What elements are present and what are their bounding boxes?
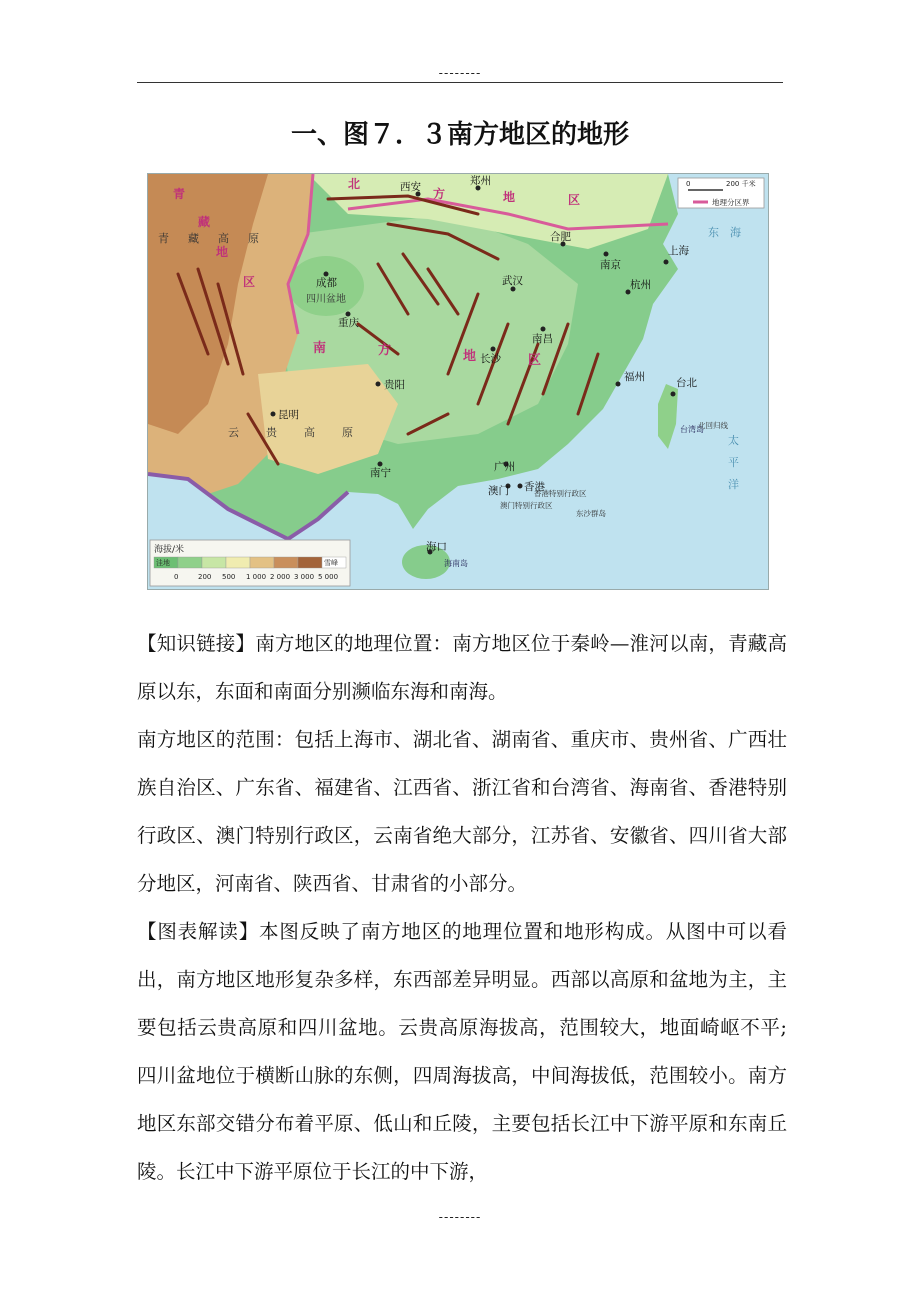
elevation-tick: 5 000 — [318, 573, 339, 581]
paragraph-text: 本图反映了南方地区的地理位置和地形构成。从图中可以看出，南方地区地形复杂多样，东西部差异明显。西部以高原和盆地为主，主要包括云贵高原和四川盆地。云贵高原海拔高，范围较大，地面崎岖不平; 四川盆地位于横断山脉的东侧，四周海拔高，中间海拔低，范围较小。南方地区东部交错分布着平原、低山和丘陵，主要包括长江中下游平原和东南丘陵。长江中下游平原位于长江的中下游， — [137, 920, 787, 1183]
sea-label: 洋 — [728, 478, 739, 491]
city-label: 上海 — [668, 245, 689, 257]
elevation-swatch — [274, 557, 298, 568]
elevation-legend-title: 海拔/米 — [154, 545, 185, 555]
header-dashes: -------- — [438, 66, 482, 80]
city-label: 南昌 — [532, 333, 553, 345]
paragraph-prefix: 【知识链接】 — [137, 632, 256, 655]
paragraph-knowledge-link — [137, 620, 787, 716]
region-label-qingzang: 藏 — [198, 215, 211, 229]
elevation-tick: 1 000 — [246, 573, 267, 581]
elevation-swatch — [298, 557, 322, 568]
elevation-tick: 2 000 — [270, 573, 291, 581]
elevation-tick: 0 — [174, 573, 179, 581]
city-label: 贵阳 — [384, 379, 405, 391]
elevation-tick: 200 — [198, 573, 212, 581]
region-label-north: 方 — [433, 187, 446, 201]
city-label: 郑州 — [470, 175, 491, 187]
body-text — [137, 620, 787, 1196]
elevation-ticks — [174, 573, 338, 581]
city-label: 重庆 — [338, 317, 359, 329]
small-label: 东沙群岛 — [576, 509, 606, 518]
landform-label: 四川盆地 — [306, 294, 346, 305]
city-label: 长沙 — [480, 353, 501, 365]
city-label: 武汉 — [502, 275, 523, 287]
region-label-qingzang: 区 — [243, 275, 256, 289]
elevation-swatch — [202, 557, 226, 568]
sea-label: 东 — [708, 226, 719, 239]
paragraph-text: 南方地区的地理位置：南方地区位于秦岭—淮河以南，青藏高原以东，东面和南面分别濒临东海和南海。 — [137, 632, 787, 703]
city-label: 西安 — [400, 181, 421, 193]
small-label: 澳门特别行政区 — [500, 501, 553, 510]
sea-label: 平 — [728, 456, 739, 469]
city-label: 南京 — [600, 259, 621, 271]
region-label-qingzang: 青 — [173, 187, 186, 201]
landform-label: 云 — [228, 426, 239, 439]
region-label-north: 地 — [503, 190, 516, 204]
region-label-south: 南 — [313, 341, 327, 356]
landform-label: 原 — [342, 426, 353, 439]
city-label: 杭州 — [630, 279, 651, 291]
city-label: 广州 — [494, 461, 515, 473]
region-label-south: 方 — [378, 343, 392, 358]
paragraph-chart-reading — [137, 908, 787, 1196]
scale-zero: 0 — [686, 180, 691, 188]
landform-label: 藏 — [188, 232, 199, 245]
landform-label: 青 — [158, 232, 169, 245]
paragraph-text: 南方地区的范围：包括上海市、湖北省、湖南省、重庆市、贵州省、广西壮族自治区、广东省、福建省、江西省、浙江省和台湾省、海南省、香港特别行政区、澳门特别行政区，云南省绝大部分，江苏省、安徽省、四川省大部分地区，河南省、陕西省、甘肃省的小部分。 — [137, 728, 787, 895]
sea-label: 太 — [728, 434, 739, 447]
elevation-swatch — [178, 557, 202, 568]
landform-label: 高 — [304, 426, 315, 439]
region-label-north: 北 — [348, 177, 361, 191]
city-label: 南宁 — [370, 467, 391, 479]
footer-dashes: -------- — [438, 1210, 482, 1224]
city-label: 澳门 — [488, 485, 509, 497]
terrain-map-svg — [148, 174, 768, 589]
region-label-south: 地 — [463, 349, 477, 364]
city-label: 成都 — [316, 277, 337, 289]
elevation-swatches — [154, 557, 346, 568]
city-label: 福州 — [624, 371, 645, 383]
header-rule — [137, 82, 783, 83]
small-label: 北回归线 — [698, 421, 728, 430]
paragraph-prefix: 【图表解读】 — [137, 920, 260, 943]
terrain-map — [147, 173, 769, 590]
paragraph-scope — [137, 716, 787, 908]
page-title: 一、图７．３南方地区的地形 — [290, 120, 629, 150]
island-label: 海南岛 — [444, 559, 468, 568]
elevation-swatch — [250, 557, 274, 568]
region-label-south: 区 — [528, 353, 542, 368]
city-label: 海口 — [426, 541, 447, 553]
region-label-qingzang: 地 — [216, 245, 229, 259]
elevation-swatch — [226, 557, 250, 568]
city-label: 香港 — [524, 481, 545, 493]
small-label: 香港特别行政区 — [534, 489, 587, 498]
scale-label: 200 千米 — [726, 180, 756, 188]
elevation-tick: 500 — [222, 573, 236, 581]
landform-label: 原 — [248, 232, 259, 245]
city-label: 台北 — [676, 377, 697, 389]
boundary-legend-label: 地理分区界 — [712, 198, 750, 207]
city-label: 昆明 — [278, 409, 299, 421]
elevation-tick: 3 000 — [294, 573, 315, 581]
landform-label: 高 — [218, 232, 229, 245]
elevation-swatch-low: 洼地 — [156, 559, 170, 567]
region-label-north: 区 — [568, 193, 581, 207]
island-label: 台湾岛 — [680, 425, 704, 434]
landform-label: 贵 — [266, 426, 277, 439]
elevation-swatch-snow: 雪峰 — [324, 559, 338, 567]
sea-label: 海 — [730, 226, 741, 239]
city-label: 合肥 — [550, 231, 571, 243]
